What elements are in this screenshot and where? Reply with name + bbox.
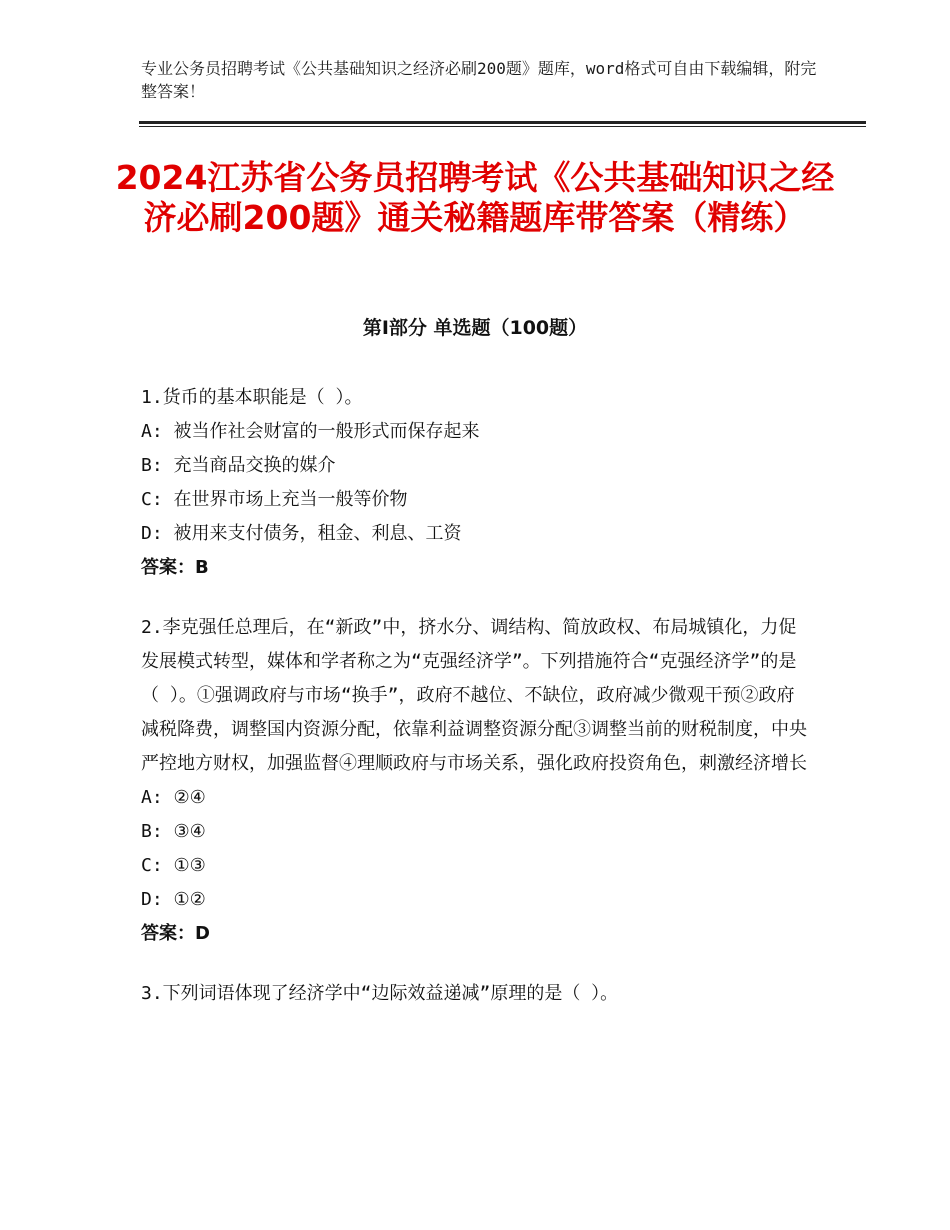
answer: 答案：D [141, 923, 210, 944]
answer: 答案：B [141, 557, 209, 578]
question-stem: 2.李克强任总理后，在“新政”中，挤水分、调结构、简放政权、布局城镇化，力促发展模式转型，媒体和学者称之为“克强经济学”。下列措施符合“克强经济学”的是（ ）。①强调政府与市场“换手”，政府不越位、不缺位，政府减少微观干预②政府减税降费，调整国内资源分配，依靠利益调整资源分配③调整当前的财税制度，中央严控地方财权，加强监督④理顺政府与市场关系，强化政府投资角色，刺激经济增长 [141, 617, 807, 774]
option-d: D: ①② [141, 889, 206, 910]
option-a: A: 被当作社会财富的一般形式而保存起来 [141, 421, 480, 442]
option-b: B: 充当商品交换的媒介 [141, 455, 336, 476]
question-stem: 3.下列词语体现了经济学中“边际效益递减”原理的是（ ）。 [141, 983, 619, 1004]
document-title: 2024江苏省公务员招聘考试《公共基础知识之经济必刷200题》通关秘籍题库带答案（精练） [115, 158, 835, 237]
option-b: B: ③④ [141, 821, 206, 842]
question-2 [141, 611, 809, 951]
header-note: 专业公务员招聘考试《公共基础知识之经济必刷200题》题库，word格式可自由下载编辑，附完整答案！ [141, 59, 817, 101]
header-divider-thin [139, 126, 866, 127]
option-c: C: 在世界市场上充当一般等价物 [141, 489, 408, 510]
option-a: A: ②④ [141, 787, 206, 808]
header-divider-thick [139, 121, 866, 124]
question-1 [141, 381, 809, 585]
question-list [141, 381, 809, 1037]
question-stem: 1.货币的基本职能是（ ）。 [141, 387, 363, 408]
option-c: C: ①③ [141, 855, 206, 876]
section-title: 第Ⅰ部分 单选题（100题） [362, 317, 588, 339]
question-3 [141, 977, 809, 1011]
option-d: D: 被用来支付债务，租金、利息、工资 [141, 523, 462, 544]
